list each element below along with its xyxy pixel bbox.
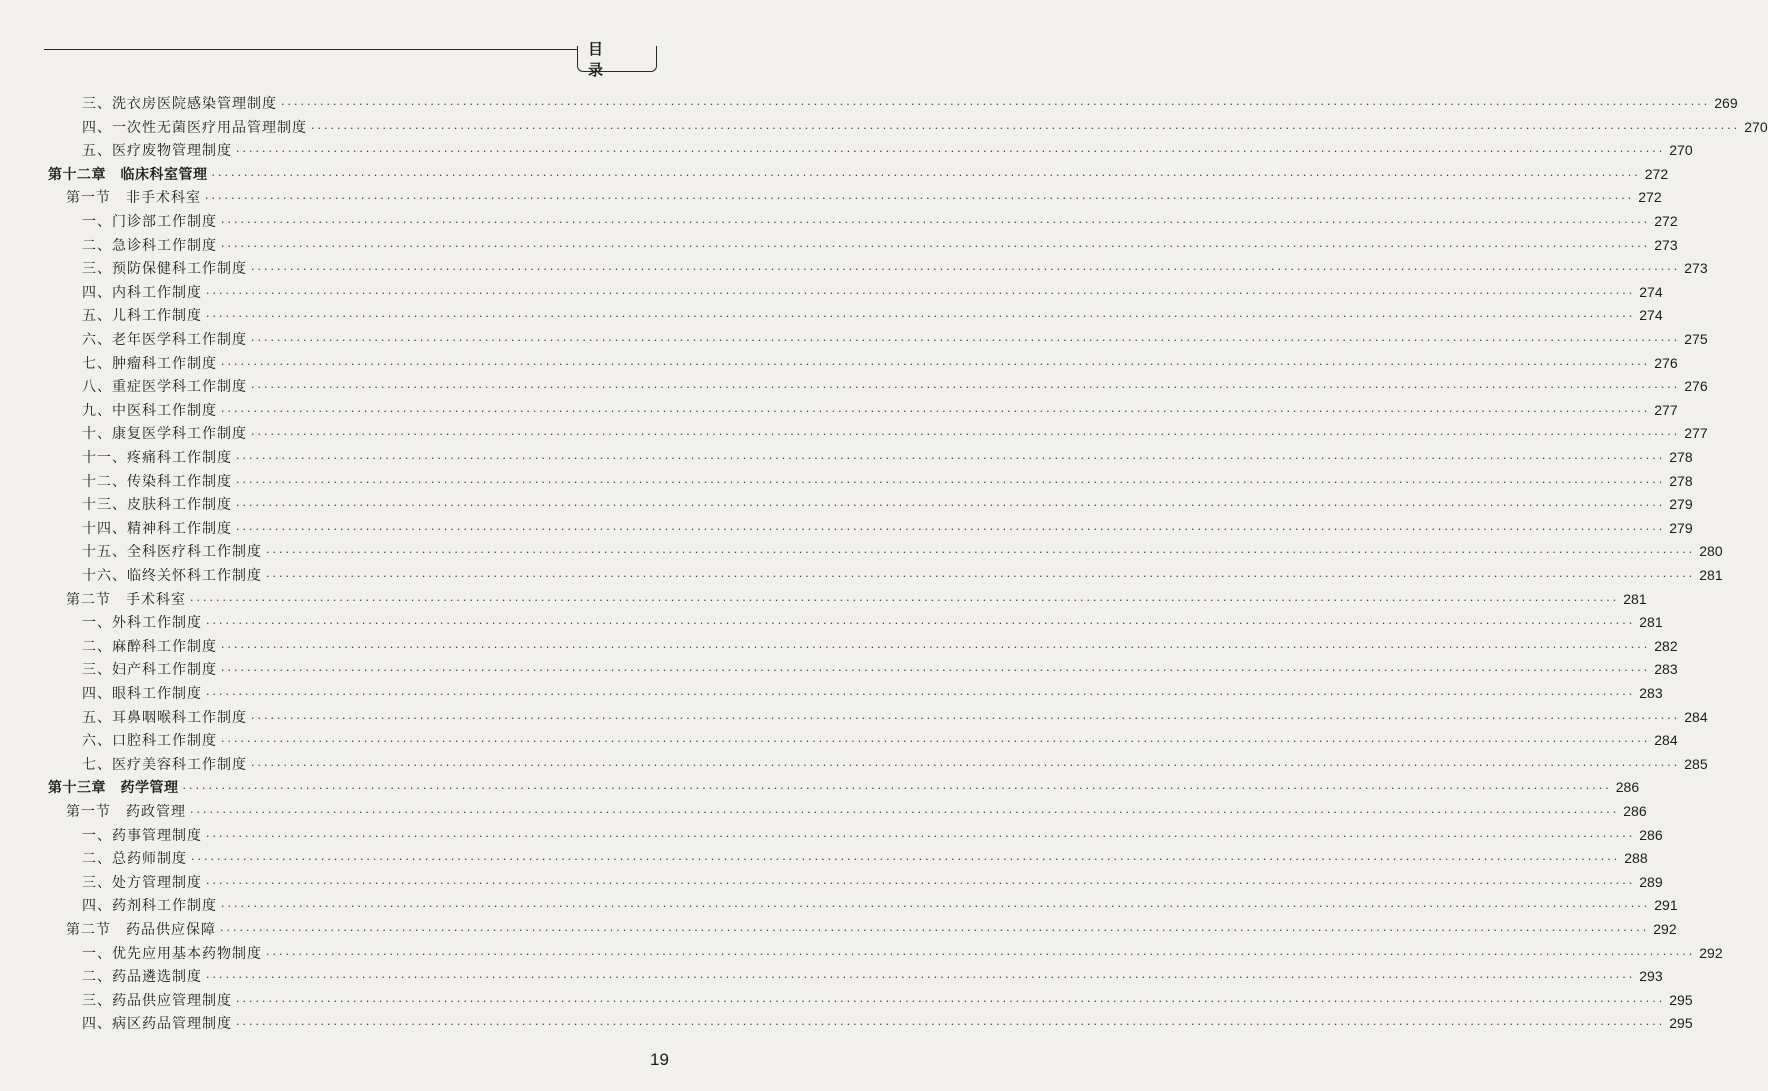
toc-entry-label: 三、处方管理制度	[82, 874, 202, 891]
toc-item-row	[82, 871, 1663, 893]
toc-entry-page: 281	[1639, 614, 1663, 631]
toc-entry-label: 第一节 非手术科室	[66, 190, 201, 207]
toc-item-row	[82, 116, 1768, 138]
toc-item-row	[82, 942, 1723, 964]
toc-entry-label: 四、眼科工作制度	[82, 686, 202, 702]
dot-leader: ····························································································································································································································	[311, 121, 1741, 135]
toc-entry-label: 三、妇产科工作制度	[82, 662, 217, 679]
toc-entry-page: 270	[1669, 142, 1693, 159]
toc-item-row	[82, 753, 1708, 775]
dot-leader: ····························································································································································································································	[266, 947, 1696, 961]
toc-entry-page: 270	[1744, 118, 1768, 135]
toc-entry-label: 三、预防保健科工作制度	[82, 261, 247, 278]
toc-item-row	[82, 304, 1663, 326]
dot-leader: ····························································································································································································································	[205, 192, 1635, 206]
toc-entry-label: 五、儿科工作制度	[82, 308, 202, 325]
toc-item-row	[82, 611, 1663, 633]
toc-entry-label: 五、医疗废物管理制度	[82, 143, 232, 160]
toc-entry-page: 295	[1669, 991, 1693, 1008]
toc-entry-label: 八、重症医学科工作制度	[82, 379, 247, 396]
toc-item-row	[82, 257, 1708, 279]
toc-section-row	[66, 186, 1662, 208]
toc-item-row	[82, 894, 1678, 916]
toc-item-row	[82, 540, 1723, 562]
dot-leader: ····························································································································································································································	[251, 428, 1681, 442]
toc-entry-page: 288	[1624, 850, 1648, 867]
toc-item-row	[82, 682, 1663, 704]
toc-item-row	[82, 1012, 1693, 1034]
toc-entry-label: 十六、临终关怀科工作制度	[82, 568, 262, 584]
dot-leader: ····························································································································································································································	[251, 263, 1681, 277]
toc-entry-label: 一、优先应用基本药物制度	[82, 945, 262, 962]
dot-leader: ····························································································································································································································	[182, 782, 1612, 796]
toc-entry-page: 272	[1638, 189, 1662, 206]
toc-item-row	[82, 517, 1693, 539]
toc-entry-label: 第一节 药政管理	[66, 804, 186, 820]
toc-entry-label: 五、耳鼻咽喉科工作制度	[82, 709, 247, 726]
dot-leader: ····························································································································································································································	[221, 735, 1651, 749]
dot-leader: ····························································································································································································································	[251, 711, 1681, 725]
toc-entry-page: 293	[1639, 968, 1663, 985]
dot-leader: ····························································································································································································································	[221, 357, 1651, 371]
toc-item-row	[82, 470, 1693, 492]
toc-chapter-row	[48, 776, 1640, 798]
toc-entry-label: 十三、皮肤科工作制度	[82, 497, 232, 514]
toc-entry-page: 277	[1654, 401, 1678, 418]
toc-entry-page: 273	[1684, 260, 1708, 277]
toc-entry-label: 二、急诊科工作制度	[82, 237, 217, 254]
dot-leader: ····························································································································································································································	[221, 404, 1651, 418]
dot-leader: ····························································································································································································································	[220, 924, 1650, 937]
toc-entry-page: 295	[1669, 1015, 1693, 1032]
toc-chapter-row	[48, 163, 1669, 185]
toc-entry-page: 274	[1639, 307, 1663, 324]
toc-entry-page: 281	[1623, 590, 1647, 607]
toc-section-row	[66, 588, 1647, 610]
dot-leader: ····························································································································································································································	[206, 971, 1636, 985]
toc-entry-page: 279	[1669, 519, 1693, 536]
toc-entry-page: 275	[1684, 331, 1708, 347]
dot-leader: ····························································································································································································································	[206, 829, 1636, 843]
dot-leader: ····························································································································································································································	[191, 853, 1621, 867]
toc-item-row	[82, 989, 1693, 1011]
dot-leader: ····························································································································································································································	[236, 145, 1666, 159]
dot-leader: ····························································································································································································································	[236, 475, 1666, 489]
toc-entry-label: 第十三章 药学管理	[48, 780, 179, 797]
toc-entry-page: 285	[1684, 755, 1708, 772]
toc-entry-page: 277	[1684, 425, 1708, 442]
toc-entry-page: 272	[1654, 213, 1678, 229]
toc-item-row	[82, 375, 1708, 397]
dot-leader: ····························································································································································································································	[266, 570, 1696, 583]
dot-leader: ····························································································································································································································	[236, 522, 1666, 536]
toc-entry-label: 七、肿瘤科工作制度	[82, 355, 217, 372]
toc-entry-page: 292	[1653, 921, 1677, 937]
toc-entry-label: 十、康复医学科工作制度	[82, 426, 247, 443]
toc-item-row	[82, 234, 1678, 256]
toc-entry-label: 一、门诊部工作制度	[82, 214, 217, 230]
toc-entry-page: 278	[1669, 472, 1693, 489]
dot-leader: ····························································································································································································································	[266, 546, 1696, 560]
toc-entry-label: 第二节 药品供应保障	[66, 922, 216, 938]
dot-leader: ····························································································································································································································	[221, 664, 1651, 678]
toc-entry-label: 二、药品遴选制度	[82, 969, 202, 986]
dot-leader: ····························································································································································································································	[206, 876, 1636, 890]
toc-entry-page: 280	[1699, 543, 1723, 560]
toc-entry-label: 第十二章 临床科室管理	[48, 166, 208, 183]
toc-item-row	[82, 564, 1723, 586]
toc-entry-label: 四、一次性无菌医疗用品管理制度	[82, 119, 307, 136]
toc-entry-label: 九、中医科工作制度	[82, 402, 217, 419]
toc-entry-label: 十四、精神科工作制度	[82, 520, 232, 537]
toc-entry-label: 四、病区药品管理制度	[82, 1016, 232, 1033]
dot-leader: ····························································································································································································································	[206, 310, 1636, 324]
dot-leader: ····························································································································································································································	[211, 168, 1641, 182]
toc-item-row	[82, 658, 1678, 680]
toc-entry-page: 273	[1654, 236, 1678, 253]
toc-entry-label: 七、医疗美容科工作制度	[82, 756, 247, 773]
toc-section-row	[66, 800, 1647, 822]
dot-leader: ····························································································································································································································	[190, 593, 1620, 607]
dot-leader: ····························································································································································································································	[221, 216, 1651, 229]
toc-entry-label: 四、内科工作制度	[82, 284, 202, 301]
toc-entry-page: 283	[1654, 661, 1678, 678]
toc-entry-page: 269	[1714, 95, 1738, 111]
toc-entry-page: 286	[1623, 803, 1647, 819]
toc-entry-page: 281	[1699, 567, 1723, 583]
toc-entry-label: 十一、疼痛科工作制度	[82, 450, 232, 466]
dot-leader: ····························································································································································································································	[251, 381, 1681, 395]
toc-entry-label: 六、老年医学科工作制度	[82, 332, 247, 348]
toc-entry-page: 286	[1639, 826, 1663, 843]
toc-item-row	[82, 493, 1693, 515]
toc-item-row	[82, 139, 1693, 161]
dot-leader: ····························································································································································································································	[206, 688, 1636, 701]
dot-leader: ····························································································································································································································	[221, 640, 1651, 654]
toc-entry-page: 291	[1654, 897, 1678, 914]
dot-leader: ····························································································································································································································	[236, 452, 1666, 465]
dot-leader: ····························································································································································································································	[221, 239, 1651, 253]
toc-item-row	[82, 729, 1678, 751]
dot-leader: ····························································································································································································································	[206, 617, 1636, 631]
dot-leader: ····························································································································································································································	[236, 499, 1666, 513]
toc-entry-page: 284	[1684, 708, 1708, 725]
toc-item-row	[82, 352, 1678, 374]
toc-entry-label: 三、药品供应管理制度	[82, 992, 232, 1009]
toc-entry-label: 六、口腔科工作制度	[82, 733, 217, 750]
toc-item-row	[82, 328, 1708, 350]
toc-entry-label: 十五、全科医疗科工作制度	[82, 544, 262, 561]
toc-entry-label: 一、药事管理制度	[82, 827, 202, 844]
dot-leader: ····························································································································································································································	[236, 994, 1666, 1008]
toc-item-row	[82, 281, 1663, 303]
toc-entry-page: 286	[1615, 779, 1640, 796]
toc-item-row	[82, 210, 1678, 232]
toc-item-row	[82, 824, 1663, 846]
toc-entry-label: 一、外科工作制度	[82, 615, 202, 632]
toc-entry-label: 十二、传染科工作制度	[82, 473, 232, 490]
dot-leader: ····························································································································································································································	[190, 806, 1620, 819]
toc-entry-page: 292	[1699, 944, 1723, 961]
toc-entry-page: 279	[1669, 496, 1693, 513]
toc-entry-page: 274	[1639, 283, 1663, 300]
header-tab-contents: 目 录	[577, 46, 657, 72]
toc-item-row	[82, 92, 1738, 114]
toc-entry-page: 272	[1644, 165, 1669, 182]
toc-item-row	[82, 399, 1678, 421]
toc-entry-label: 二、麻醉科工作制度	[82, 638, 217, 655]
toc-entry-label: 二、总药师制度	[82, 851, 187, 868]
toc-entry-page: 284	[1654, 732, 1678, 749]
toc-item-row	[82, 446, 1693, 468]
toc-item-row	[82, 706, 1708, 728]
header-rule	[44, 49, 652, 50]
page-number: 19	[650, 1050, 669, 1069]
dot-leader: ····························································································································································································································	[236, 1018, 1666, 1032]
toc-entry-label: 第二节 手术科室	[66, 591, 186, 608]
toc-entry-page: 289	[1639, 873, 1663, 890]
dot-leader: ····························································································································································································································	[251, 758, 1681, 772]
dot-leader: ····························································································································································································································	[206, 286, 1636, 300]
toc-entry-label: 三、洗衣房医院感染管理制度	[82, 96, 277, 112]
dot-leader: ····························································································································································································································	[281, 98, 1711, 111]
toc-entry-page: 278	[1669, 449, 1693, 465]
toc-item-row	[82, 847, 1648, 869]
toc-entry-page: 282	[1654, 637, 1678, 654]
dot-leader: ····························································································································································································································	[251, 334, 1681, 347]
toc-entry-label: 四、药剂科工作制度	[82, 898, 217, 915]
dot-leader: ····························································································································································································································	[221, 900, 1651, 914]
toc-entry-page: 276	[1654, 354, 1678, 371]
toc-item-row	[82, 635, 1678, 657]
toc-section-row	[66, 918, 1677, 940]
toc-item-row	[82, 422, 1708, 444]
toc-entry-page: 276	[1684, 378, 1708, 395]
toc-item-row	[82, 965, 1663, 987]
toc-entry-page: 283	[1639, 685, 1663, 701]
